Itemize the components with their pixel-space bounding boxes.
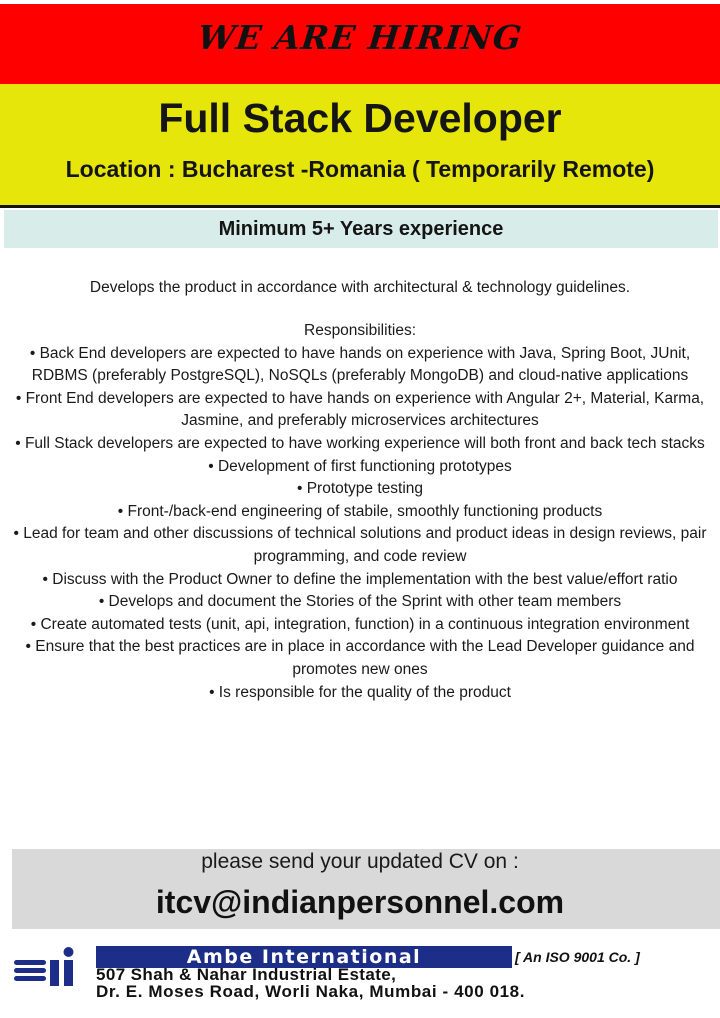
hiring-heading: WE ARE HIRING [195, 17, 525, 57]
experience-banner [4, 210, 718, 248]
responsibilities-heading: Responsibilities: [304, 322, 416, 339]
iso-badge: [ An ISO 9001 Co. ] [515, 949, 640, 965]
responsibility-item: • Create automated tests (unit, api, integration, function) in a continuous integration environment [30, 615, 690, 633]
company-address-line2: Dr. E. Moses Road, Worli Naka, Mumbai - 400 018. [96, 982, 526, 1001]
experience-text: Minimum 5+ Years experience [218, 217, 504, 240]
hiring-banner [0, 4, 720, 84]
job-title: Full Stack Developer [158, 95, 562, 141]
responsibility-item: • Is responsible for the quality of the product [209, 683, 511, 701]
contact-email-link[interactable]: itcv@indianpersonnel.com [155, 884, 565, 920]
responsibility-item: • Front End developers are expected to have hands on experience with Angular 2+, Material, Karma, Jasmine, and preferably microservices architectures [15, 389, 705, 430]
responsibility-item: • Front-/back-end engineering of stabile, smoothly functioning products [117, 502, 603, 520]
title-banner-divider [0, 205, 720, 208]
responsibility-item: • Back End developers are expected to have hands on experience with Java, Spring Boot, JUnit, RDBMS (preferably PostgreSQL), NoSQLs (preferably MongoDB) and cloud-native applications [29, 344, 691, 385]
company-address-line1: 507 Shah & Nahar Industrial Estate, [96, 965, 397, 984]
responsibility-item: • Prototype testing [296, 480, 424, 498]
responsibility-item: • Lead for team and other discussions of technical solutions and product ideas in design reviews, pair programming, and code review [13, 525, 707, 565]
contact-prompt: please send your updated CV on : [201, 850, 519, 873]
responsibility-item: • Discuss with the Product Owner to define the implementation with the best value/effort ratio [42, 570, 678, 588]
intro-text: Develops the product in accordance with architectural & technology guidelines. [89, 279, 631, 296]
responsibility-item: • Full Stack developers are expected to have working experience will both front and back tech stacks [15, 434, 705, 452]
responsibility-item: • Develops and document the Stories of the Sprint with other team members [98, 593, 622, 611]
responsibilities-section [8, 320, 712, 704]
job-location: Location : Bucharest -Romania ( Temporarily Remote) [65, 156, 655, 182]
responsibility-item: • Ensure that the best practices are in place in accordance with the Lead Developer guidance and promotes new ones [25, 638, 695, 678]
responsibility-item: • Development of first functioning prototypes [208, 457, 512, 475]
company-name: Ambe International [96, 946, 512, 968]
ambe-logo-icon [12, 946, 82, 996]
